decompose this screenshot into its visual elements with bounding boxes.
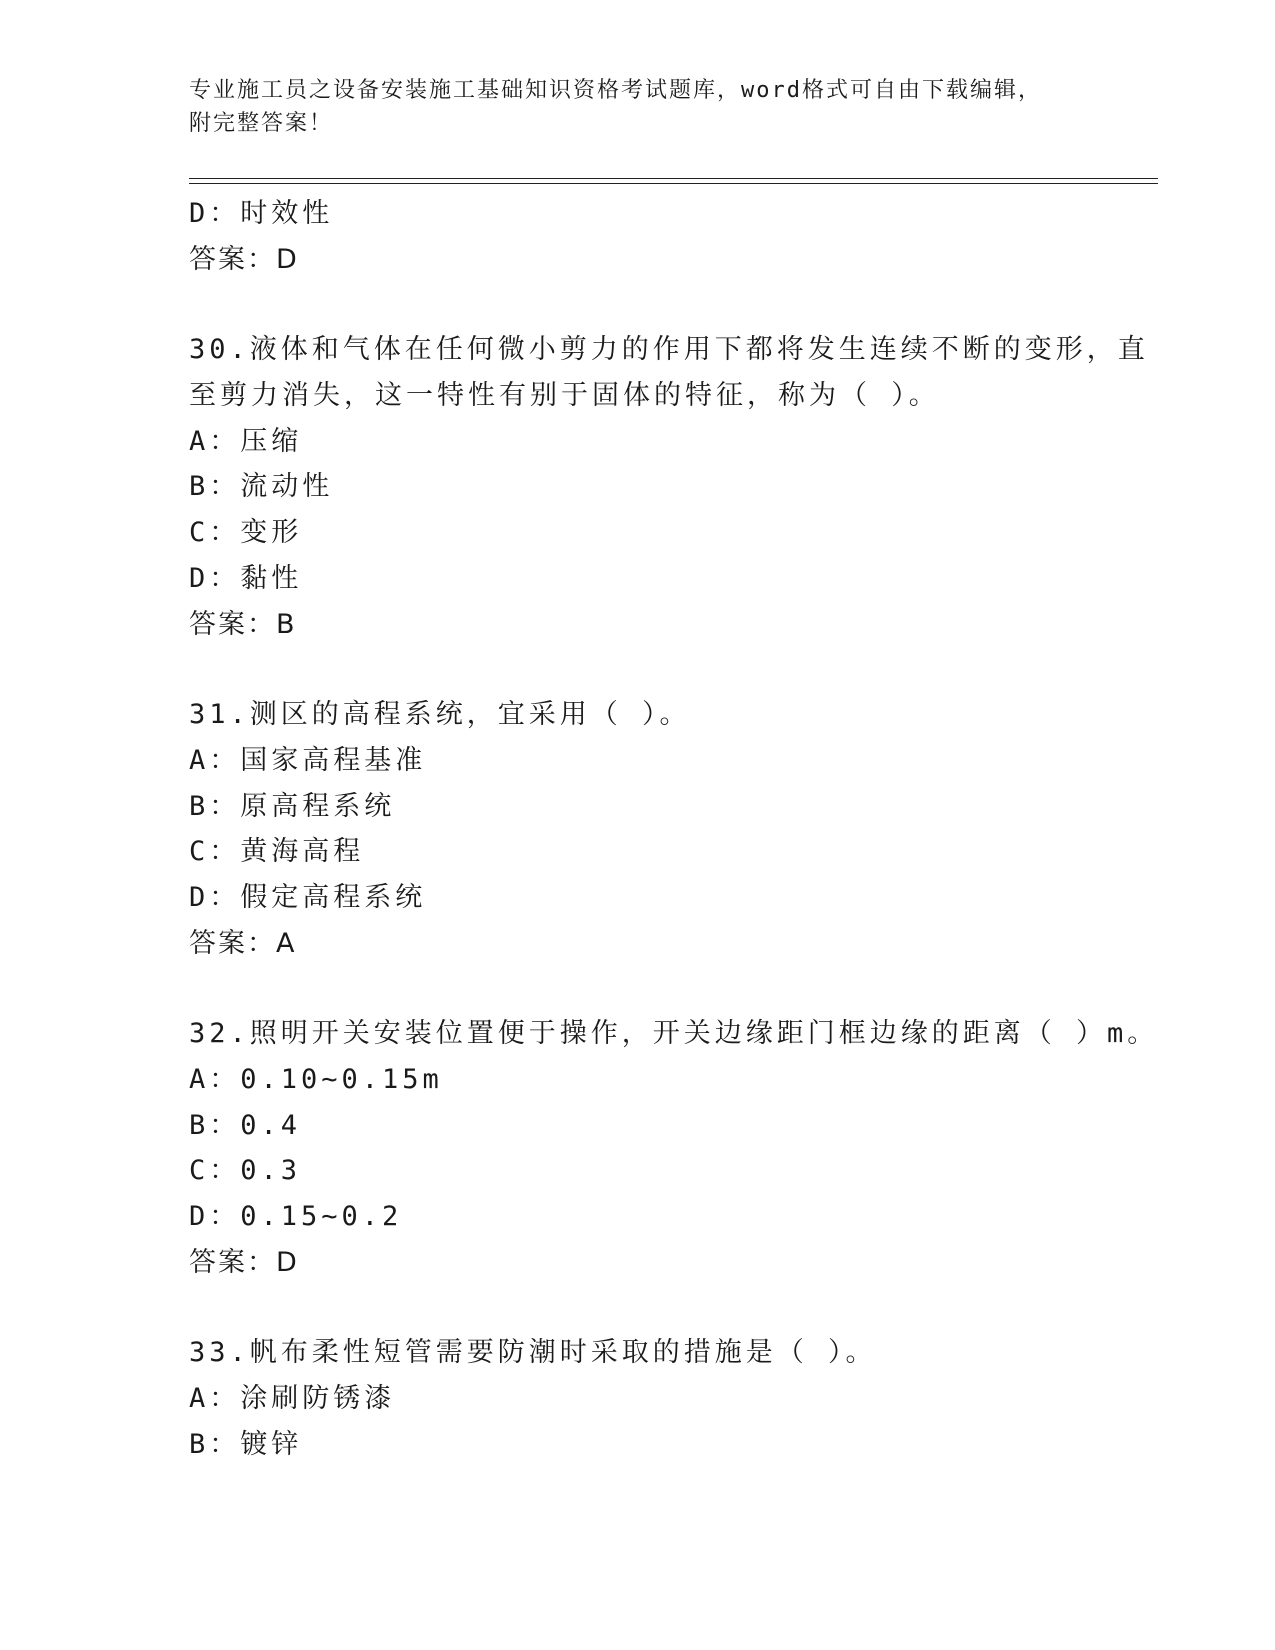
question-30 xyxy=(189,327,1149,647)
answer: 答案：A xyxy=(189,927,297,959)
prev-option-d: D：时效性 xyxy=(189,198,334,229)
answer: 答案：B xyxy=(189,608,297,640)
option-b: B：流动性 xyxy=(189,471,334,503)
option-c: C：变形 xyxy=(189,517,303,549)
spacer xyxy=(189,282,1109,327)
question-33 xyxy=(189,1330,1109,1467)
option-d: D：假定高程系统 xyxy=(189,881,427,913)
option-b: B：原高程系统 xyxy=(189,790,396,822)
question-stem: 30.液体和气体在任何微小剪力的作用下都将发生连续不断的变形，直 xyxy=(189,334,1149,366)
option-a: A：国家高程基准 xyxy=(189,744,427,776)
option-a: A：涂刷防锈漆 xyxy=(189,1383,396,1415)
question-stem: 31.测区的高程系统，宜采用（ ）。 xyxy=(189,699,691,731)
option-b: B：0.4 xyxy=(189,1109,302,1141)
header-line-2: 附完整答案！ xyxy=(189,111,334,136)
spacer xyxy=(189,966,1109,1011)
question-32 xyxy=(189,1011,1159,1285)
answer: 答案：D xyxy=(189,1246,299,1278)
option-c: C：黄海高程 xyxy=(189,836,365,868)
question-stem: 33.帆布柔性短管需要防潮时采取的措施是（ ）。 xyxy=(189,1337,877,1369)
question-list xyxy=(189,191,1159,1468)
question-stem: 32.照明开关安装位置便于操作，开关边缘距门框边缘的距离（ ）m。 xyxy=(189,1018,1159,1050)
spacer xyxy=(189,1285,1109,1330)
question-31 xyxy=(189,692,1109,966)
option-a: A：压缩 xyxy=(189,425,303,457)
header-line-1: 专业施工员之设备安装施工基础知识资格考试题库，word格式可自由下载编辑， xyxy=(189,78,1042,103)
spacer xyxy=(189,647,1109,692)
option-d: D：0.15~0.2 xyxy=(189,1201,403,1233)
header-divider-bottom xyxy=(189,183,1158,184)
document-header xyxy=(189,74,1089,140)
option-a: A：0.10~0.15m xyxy=(189,1064,443,1095)
option-c: C：0.3 xyxy=(189,1155,302,1187)
header-divider-top xyxy=(189,178,1158,179)
prev-answer: 答案：D xyxy=(189,243,299,275)
option-d: D：黏性 xyxy=(189,562,303,594)
question-stem-cont: 至剪力消失，这一特性有别于固体的特征，称为（ ）。 xyxy=(189,380,940,412)
option-b: B：镀锌 xyxy=(189,1428,303,1460)
